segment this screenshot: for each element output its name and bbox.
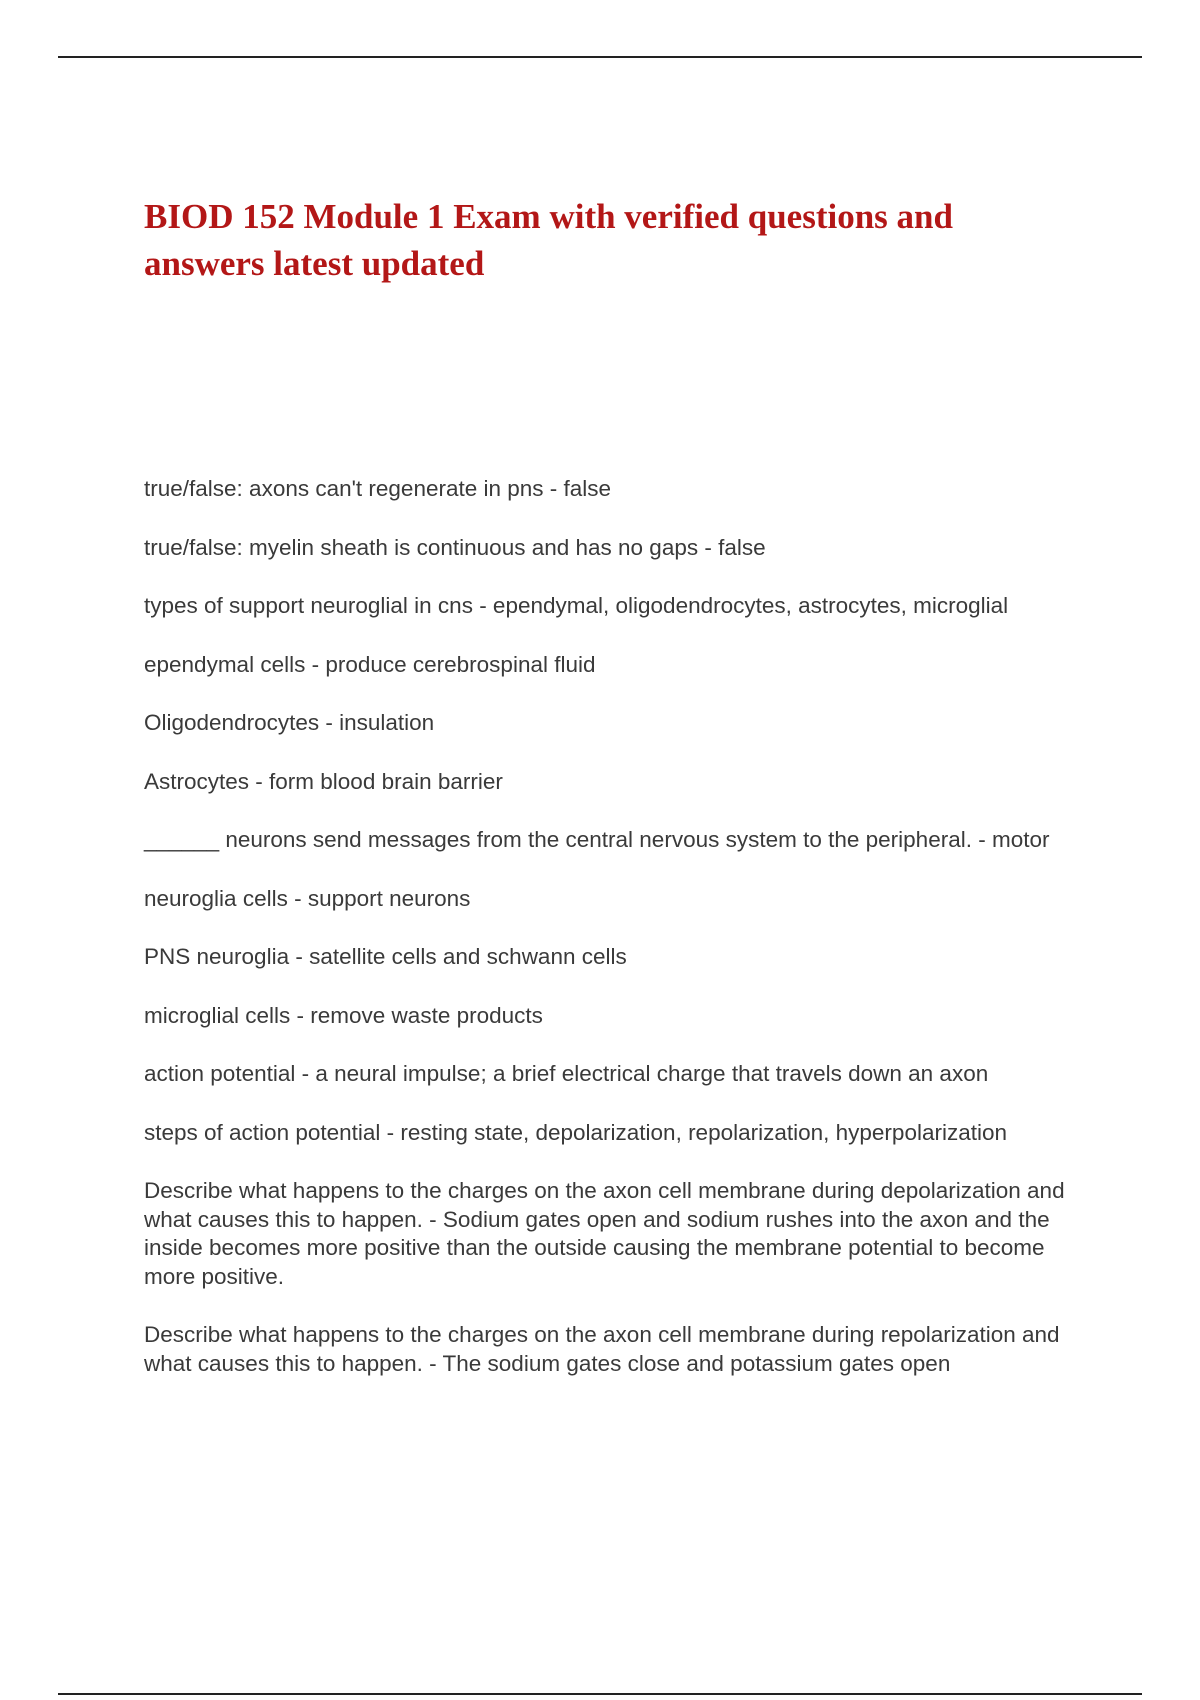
qa-item: steps of action potential - resting state, depolarization, repolarization, hyperpolarization <box>144 1119 1007 1145</box>
qa-item: action potential - a neural impulse; a brief electrical charge that travels down an axon <box>144 1061 989 1086</box>
qa-item: ______ neurons send messages from the central nervous system to the peripheral. - motor <box>144 827 1050 852</box>
qa-item: Describe what happens to the charges on the axon cell membrane during depolarization and what causes this to happen. - Sodium gates open and sodium rushes into the axon and the inside becomes more positive than the outside causing the membrane potential to become more positive. <box>144 1178 1065 1289</box>
qa-item: Astrocytes - form blood brain barrier <box>144 768 503 794</box>
qa-item: ependymal cells - produce cerebrospinal fluid <box>144 651 596 677</box>
document-title: BIOD 152 Module 1 Exam with verified questions and answers latest updated <box>144 197 953 283</box>
footer-rule <box>58 1693 1142 1695</box>
header-rule <box>58 56 1142 58</box>
qa-item: types of support neuroglial in cns - ependymal, oligodendrocytes, astrocytes, microglial <box>144 593 1009 618</box>
qa-item: true/false: myelin sheath is continuous and has no gaps - false <box>144 534 766 560</box>
qa-item: neuroglia cells - support neurons <box>144 885 471 911</box>
qa-item: microglial cells - remove waste products <box>144 1002 543 1028</box>
qa-list <box>144 475 1099 1408</box>
qa-item: Describe what happens to the charges on the axon cell membrane during repolarization and what causes this to happen. - The sodium gates close and potassium gates open <box>144 1322 1060 1376</box>
qa-item: Oligodendrocytes - insulation <box>144 710 435 735</box>
qa-item: true/false: axons can't regenerate in pns - false <box>144 476 612 501</box>
qa-item: PNS neuroglia - satellite cells and schwann cells <box>144 944 627 969</box>
